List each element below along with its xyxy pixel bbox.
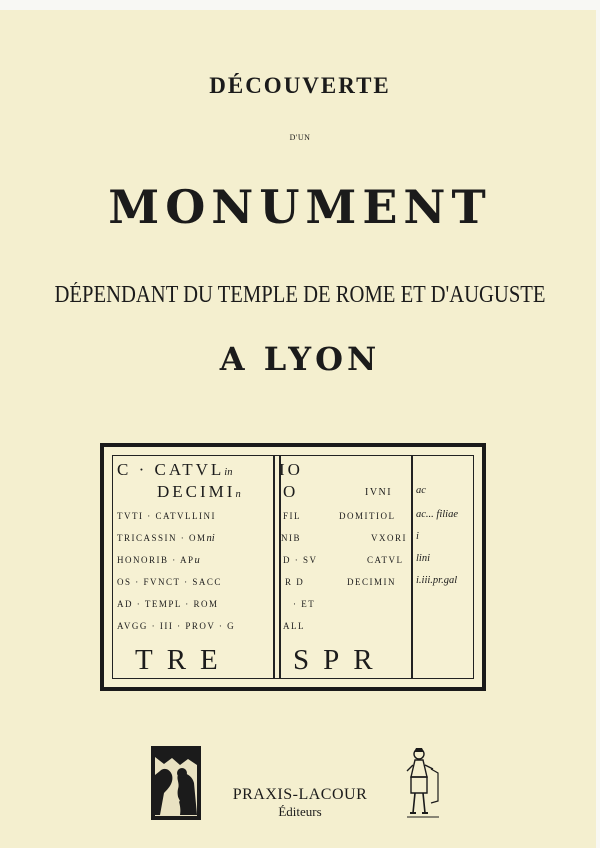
inscription-note: ac... filiae bbox=[416, 509, 458, 520]
inscription-line: VXORI bbox=[371, 533, 407, 543]
inscription-line: CATVL bbox=[367, 555, 404, 565]
inscription-line: DOMITIOL bbox=[339, 511, 396, 521]
plate-divider bbox=[411, 456, 413, 678]
title-dun: D'UN bbox=[289, 133, 311, 142]
inscription-line: C · CATVLin bbox=[117, 460, 233, 479]
inscription-tre: TRE bbox=[135, 644, 232, 676]
inscription-line: AD · TEMPL · ROM bbox=[117, 599, 219, 609]
inscription-plate bbox=[100, 443, 486, 691]
inscription-spr: SPR bbox=[293, 644, 387, 676]
title-decouverte: DÉCOUVERTE bbox=[209, 73, 391, 98]
page-right-edge bbox=[596, 0, 600, 848]
inscription-line: ALL bbox=[283, 621, 305, 631]
inscription-line: FIL bbox=[283, 511, 301, 521]
inscription-line: IVNI bbox=[365, 487, 393, 498]
inscription-line: O bbox=[283, 482, 299, 501]
inscription-line: IO bbox=[279, 460, 303, 479]
title-lyon: A LYON bbox=[219, 340, 381, 378]
inscription-note: i.iii.pr.gal bbox=[416, 575, 458, 586]
inscription-line: D · SV bbox=[283, 555, 318, 565]
inscription-line: TVTI · CATVLLINI bbox=[117, 511, 216, 521]
inscription-line: DECIMIn bbox=[157, 482, 241, 501]
publisher-name: PRAXIS-LACOUR bbox=[232, 786, 368, 803]
inscription-line: NIB bbox=[281, 533, 301, 543]
inscription-line: HONORIB · APu bbox=[117, 555, 200, 566]
inscription-line: R D bbox=[285, 577, 305, 587]
inscription-note: ac bbox=[416, 485, 426, 496]
inscription-note: i bbox=[416, 531, 419, 542]
inscription-line: OS · FVNCT · SACC bbox=[117, 577, 222, 587]
inscription-frame bbox=[112, 455, 474, 679]
title-monument: MONUMENT bbox=[108, 180, 492, 234]
inscription-line: TRICASSIN · OMni bbox=[117, 533, 215, 544]
inscription-note: lini bbox=[416, 553, 431, 564]
title-dependant: DÉPENDANT DU TEMPLE DE ROME ET D'AUGUSTE bbox=[54, 282, 546, 308]
page-top-edge bbox=[0, 0, 600, 10]
plate-divider bbox=[273, 456, 275, 678]
inscription-line: DECIMIN bbox=[347, 577, 396, 587]
publisher-subtitle: Éditeurs bbox=[278, 804, 322, 819]
plate-divider bbox=[279, 456, 281, 678]
inscription-line: · ET bbox=[293, 599, 316, 609]
inscription-line: AVGG · III · PROV · G bbox=[117, 621, 236, 631]
